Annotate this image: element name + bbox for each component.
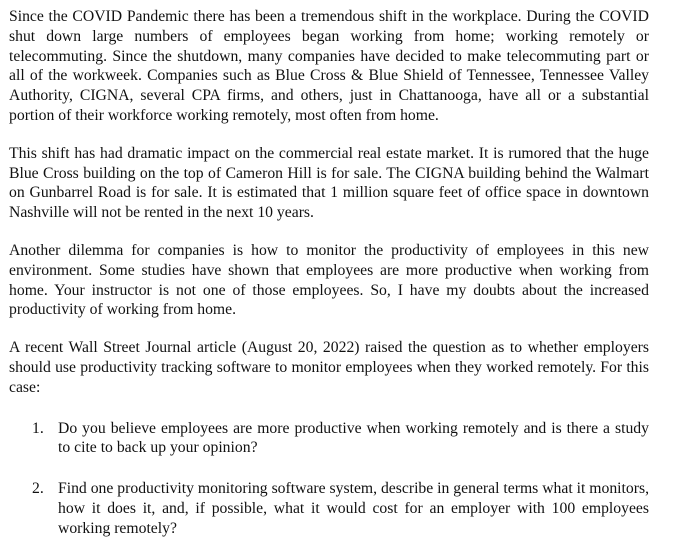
question-list xyxy=(9,419,649,539)
paragraph-wsj-article: A recent Wall Street Journal article (August 20, 2022) raised the question as to whether employers should use productivity tracking software to monitor employees when they worked remotely. For this case: xyxy=(9,339,649,396)
question-number: 1. xyxy=(32,419,44,437)
question-item xyxy=(9,419,649,459)
paragraph-real-estate: This shift has had dramatic impact on the commercial real estate market. It is rumored that the huge Blue Cross building on the top of Cameron Hill is for sale. The CIGNA building behind the Walmart on Gunbarrel Road is for sale. It is estimated that 1 million square feet of office space in downtown Nashville will not be rented in the next 10 years. xyxy=(9,144,649,222)
paragraph-productivity: Another dilemma for companies is how to monitor the productivity of employees in this new environment. Some studies have shown that employees are more productive when working from home. Your instructor is not one of those employees. So, I have my doubts about the increased productivity of working from home. xyxy=(9,241,649,319)
question-text: Do you believe employees are more productive when working remotely and is there a study to cite to back up your opinion? xyxy=(58,419,649,457)
document-body xyxy=(9,7,649,560)
question-number: 2. xyxy=(32,480,44,498)
question-text: Find one productivity monitoring software system, describe in general terms what it monitors, how it does it, and, if possible, what it would cost for an employer with 100 employees working remotely? xyxy=(58,480,649,537)
question-item xyxy=(9,479,649,538)
paragraph-intro: Since the COVID Pandemic there has been a tremendous shift in the workplace. During the COVID shut down large numbers of employees began working from home; working remotely or telecommuting. Since the shutdown, many companies have decided to make telecommuting part or all of the workweek. Companies such as Blue Cross & Blue Shield of Tennessee, Tennessee Valley Authority, CIGNA, several CPA firms, and others, just in Chattanooga, have all or a substantial portion of their workforce working remotely, most often from home. xyxy=(9,8,649,124)
